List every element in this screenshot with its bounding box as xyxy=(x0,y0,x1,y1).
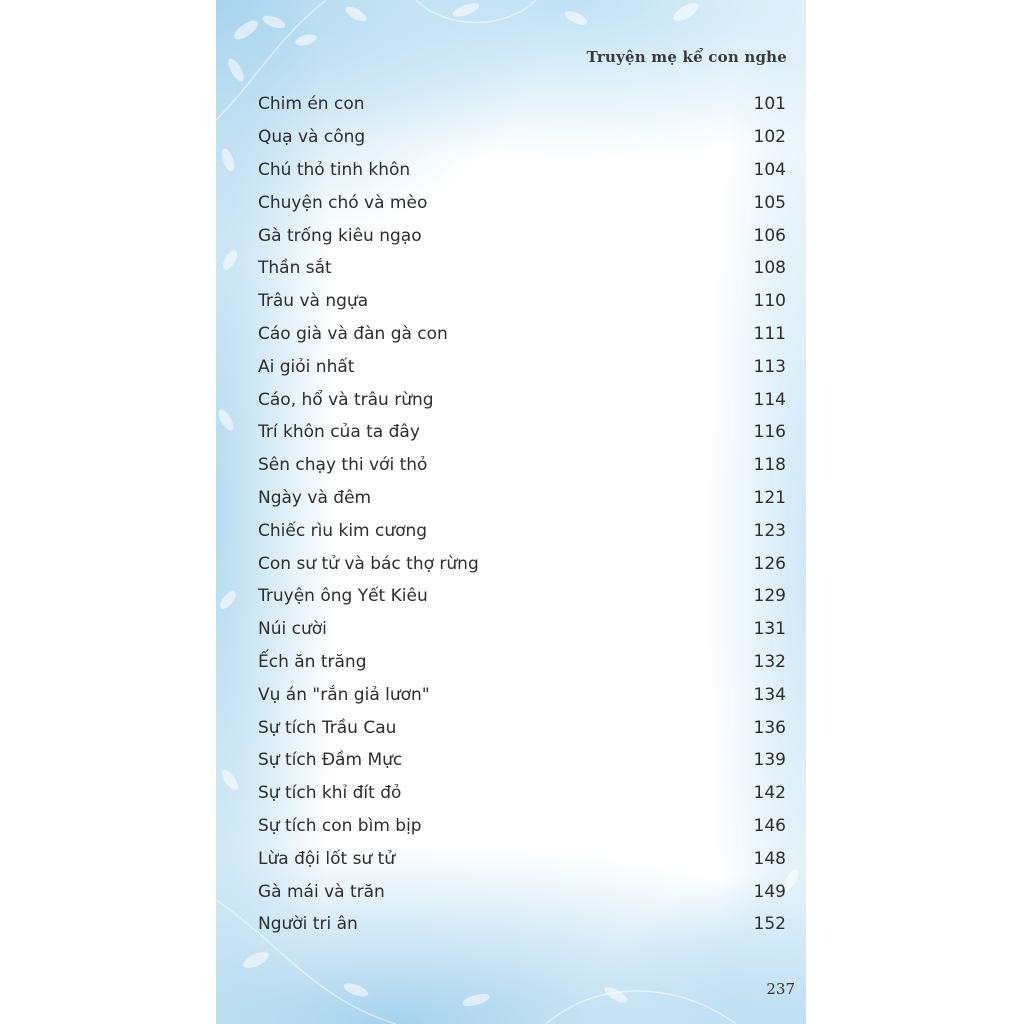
toc-entry[interactable] xyxy=(258,285,788,318)
toc-entry-page: 149 xyxy=(753,881,786,902)
toc-entry-page: 116 xyxy=(753,422,786,443)
toc-entry[interactable] xyxy=(258,121,788,154)
toc-entry-page: 146 xyxy=(753,815,786,836)
toc-entry-title: Người tri ân xyxy=(258,914,358,935)
toc-entry-page: 129 xyxy=(753,586,786,607)
toc-entry-page: 111 xyxy=(753,323,786,344)
toc-entry-title: Sự tích Đầm Mực xyxy=(258,750,403,771)
toc-entry-title: Trí khôn của ta đây xyxy=(258,422,420,443)
toc-entry-page: 101 xyxy=(753,94,786,115)
toc-entry-page: 118 xyxy=(753,455,786,476)
toc-entry[interactable] xyxy=(258,350,788,383)
toc-entry-title: Chiếc rìu kim cương xyxy=(258,520,428,541)
toc-entry-title: Núi cười xyxy=(258,619,327,640)
toc-entry-page: 106 xyxy=(753,225,786,246)
toc-entry-title: Vụ án "rắn giả lươn" xyxy=(258,684,430,705)
toc-entry-page: 105 xyxy=(753,192,786,213)
toc-entry-title: Sự tích khỉ đít đỏ xyxy=(258,783,402,804)
toc-entry[interactable] xyxy=(258,711,788,744)
toc-entry[interactable] xyxy=(258,482,788,515)
toc-entry-page: 136 xyxy=(753,717,786,738)
toc-entry-title: Chú thỏ tinh khôn xyxy=(258,159,411,180)
toc-entry-page: 104 xyxy=(753,159,786,180)
toc-entry-page: 134 xyxy=(753,684,786,705)
toc-entry-page: 114 xyxy=(753,389,786,410)
toc-entry[interactable] xyxy=(258,383,788,416)
toc-entry[interactable] xyxy=(258,416,788,449)
toc-entry-page: 132 xyxy=(753,651,786,672)
toc-entry[interactable] xyxy=(258,810,788,843)
toc-entry-page: 139 xyxy=(753,750,786,771)
toc-entry[interactable] xyxy=(258,88,788,121)
toc-entry[interactable] xyxy=(258,219,788,252)
toc-entry-title: Ngày và đêm xyxy=(258,487,372,508)
toc-entry[interactable] xyxy=(258,875,788,908)
toc-entry[interactable] xyxy=(258,842,788,875)
toc-entry[interactable] xyxy=(258,646,788,679)
toc-entry-page: 110 xyxy=(753,291,786,312)
table-of-contents xyxy=(258,88,788,941)
toc-entry[interactable] xyxy=(258,678,788,711)
toc-entry-title: Chim én con xyxy=(258,94,365,115)
toc-entry[interactable] xyxy=(258,744,788,777)
toc-entry[interactable] xyxy=(258,154,788,187)
toc-entry-title: Con sư tử và bác thợ rừng xyxy=(258,553,479,574)
toc-entry-page: 148 xyxy=(753,848,786,869)
toc-entry[interactable] xyxy=(258,580,788,613)
toc-entry-page: 121 xyxy=(753,487,786,508)
toc-entry-title: Cáo, hổ và trâu rừng xyxy=(258,389,434,410)
toc-entry-title: Chuyện chó và mèo xyxy=(258,192,428,213)
page-number: 237 xyxy=(766,980,795,998)
toc-entry-page: 102 xyxy=(753,127,786,148)
toc-entry-page: 152 xyxy=(753,914,786,935)
toc-entry[interactable] xyxy=(258,514,788,547)
toc-entry-title: Truyện ông Yết Kiêu xyxy=(258,586,428,607)
toc-entry-title: Ai giỏi nhất xyxy=(258,356,355,377)
toc-entry[interactable] xyxy=(258,908,788,941)
toc-entry[interactable] xyxy=(258,777,788,810)
toc-entry-title: Cáo già và đàn gà con xyxy=(258,323,448,344)
book-page xyxy=(216,0,806,1024)
toc-entry-title: Sên chạy thi với thỏ xyxy=(258,455,428,476)
toc-entry-title: Gà trống kiêu ngạo xyxy=(258,225,422,246)
toc-entry-title: Thần sắt xyxy=(258,258,332,279)
toc-entry-title: Sự tích Trầu Cau xyxy=(258,717,397,738)
toc-entry-title: Ếch ăn trăng xyxy=(258,651,367,672)
toc-entry-page: 108 xyxy=(753,258,786,279)
toc-entry[interactable] xyxy=(258,252,788,285)
toc-entry-page: 131 xyxy=(753,619,786,640)
toc-entry-title: Sự tích con bìm bịp xyxy=(258,815,422,836)
toc-entry-title: Gà mái và trăn xyxy=(258,881,385,902)
toc-entry-page: 126 xyxy=(753,553,786,574)
toc-entry[interactable] xyxy=(258,613,788,646)
toc-entry-page: 113 xyxy=(753,356,786,377)
running-header: Truyện mẹ kể con nghe xyxy=(586,48,787,66)
toc-entry[interactable] xyxy=(258,186,788,219)
toc-entry[interactable] xyxy=(258,449,788,482)
toc-entry-page: 142 xyxy=(753,783,786,804)
toc-entry-title: Quạ và công xyxy=(258,127,366,148)
toc-entry-title: Trâu và ngựa xyxy=(258,291,369,312)
toc-entry-title: Lừa đội lốt sư tử xyxy=(258,848,396,869)
toc-entry-page: 123 xyxy=(753,520,786,541)
toc-entry[interactable] xyxy=(258,547,788,580)
toc-entry[interactable] xyxy=(258,318,788,351)
